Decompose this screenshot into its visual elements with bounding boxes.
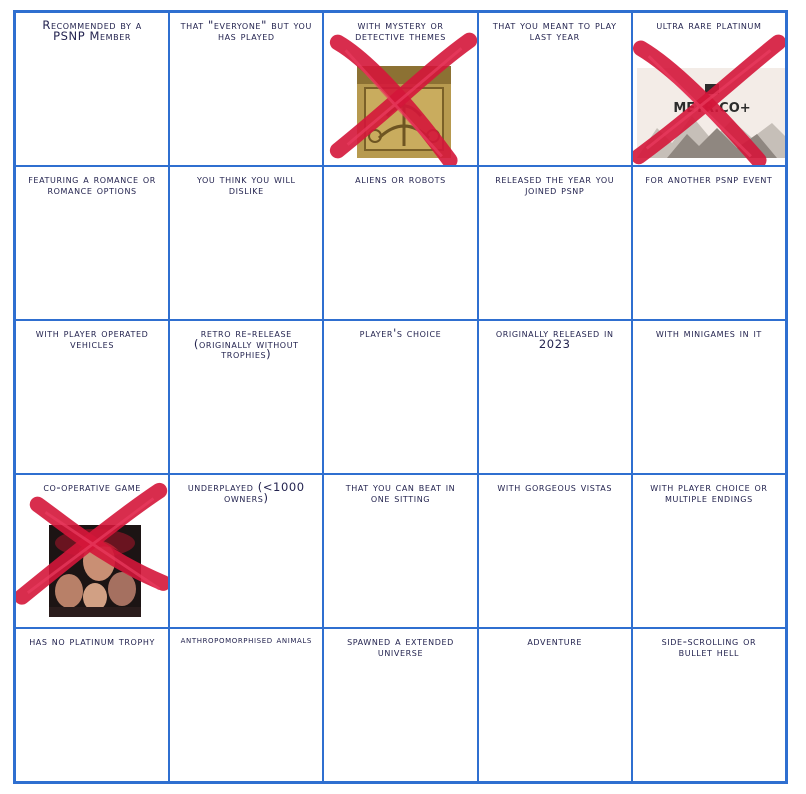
metr-co-badge-art <box>637 68 785 158</box>
cell-label: player's choice <box>359 326 442 340</box>
bingo-cell-24[interactable] <box>478 628 632 782</box>
cell-label: with player choice or multiple endings <box>650 480 768 505</box>
cell-label: aliens or robots <box>355 172 446 186</box>
cell-label: with mystery or detective themes <box>355 18 446 43</box>
cell-label: co-operative game <box>43 480 141 494</box>
cell-label: anthropomorphised animals <box>180 635 312 646</box>
cell-label: side-scrolling or bullet hell <box>661 634 757 659</box>
cell-label: spawned a extended universe <box>347 634 454 659</box>
cell-label: that "everyone" but you has played <box>180 18 312 43</box>
bingo-cell-20[interactable] <box>632 474 786 628</box>
bingo-cell-25[interactable] <box>632 628 786 782</box>
cell-label: with player operated vehicles <box>35 326 149 351</box>
bingo-cell-5[interactable] <box>632 12 786 166</box>
cell-label: underplayed (<1000 owners) <box>187 480 305 505</box>
cell-label: retro re-release (originally without trophies) <box>193 326 299 361</box>
bingo-cell-11[interactable] <box>15 320 169 474</box>
bingo-cell-23[interactable] <box>323 628 477 782</box>
bingo-cell-1[interactable] <box>15 12 169 166</box>
bingo-cell-3[interactable] <box>323 12 477 166</box>
bingo-cell-19[interactable] <box>478 474 632 628</box>
cell-label: ultra rare platinum <box>656 18 762 32</box>
bingo-cell-2[interactable] <box>169 12 323 166</box>
cell-label: that you meant to play last year <box>492 18 617 43</box>
cell-label: featuring a romance or romance options <box>28 172 156 197</box>
cell-label: Recommended by a PSNP Member <box>42 18 142 43</box>
badge-text: METR.CO+ <box>673 101 751 116</box>
bingo-cell-4[interactable] <box>478 12 632 166</box>
bingo-cell-6[interactable] <box>15 166 169 320</box>
golden-puzzle-box-art <box>357 66 451 158</box>
game-cover-portraits-art <box>49 525 141 617</box>
cell-label: has no platinum trophy <box>29 634 155 648</box>
cell-label: with minigames in it <box>655 326 762 340</box>
cell-label: for another psnp event <box>645 172 773 186</box>
bingo-cell-16[interactable] <box>15 474 169 628</box>
cell-label: you think you will dislike <box>196 172 296 197</box>
bingo-cell-8[interactable] <box>323 166 477 320</box>
cell-label: that you can beat in one sitting <box>345 480 456 505</box>
cell-label: with gorgeous vistas <box>497 480 613 494</box>
bingo-cell-15[interactable] <box>632 320 786 474</box>
bingo-cell-9[interactable] <box>478 166 632 320</box>
bingo-cell-13[interactable] <box>323 320 477 474</box>
bingo-cell-17[interactable] <box>169 474 323 628</box>
bingo-cell-22[interactable] <box>169 628 323 782</box>
cell-label: adventure <box>527 634 583 648</box>
bingo-board <box>13 10 788 784</box>
bingo-cell-10[interactable] <box>632 166 786 320</box>
cell-label: originally released in 2023 <box>495 326 614 351</box>
bingo-cell-14[interactable] <box>478 320 632 474</box>
bingo-cell-18[interactable] <box>323 474 477 628</box>
bingo-cell-12[interactable] <box>169 320 323 474</box>
cell-label: released the year you joined psnp <box>495 172 615 197</box>
bingo-cell-7[interactable] <box>169 166 323 320</box>
bingo-cell-21[interactable] <box>15 628 169 782</box>
